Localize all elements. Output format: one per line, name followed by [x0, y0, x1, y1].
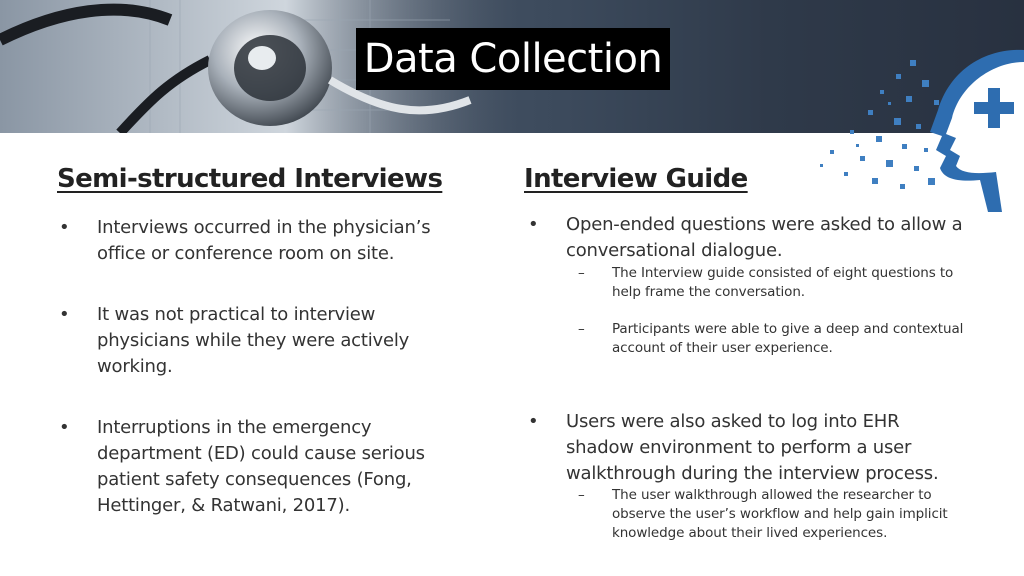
dash-icon: –	[578, 265, 585, 281]
text-line: conversational dialogue.	[566, 240, 783, 261]
text-line: working.	[97, 356, 173, 377]
right-bullet-2	[528, 409, 939, 487]
bullet-icon: •	[528, 214, 539, 235]
text-line: knowledge about their lived experiences.	[612, 525, 888, 541]
text-line: Hettinger, & Ratwani, 2017).	[97, 495, 350, 516]
text-line: office or conference room on site.	[97, 243, 395, 264]
text-line: Participants were able to give a deep and contextual	[612, 321, 964, 337]
title-box	[356, 28, 670, 90]
left-bullet-1	[59, 215, 431, 267]
slide-title: Data Collection	[363, 36, 663, 82]
text-line: shadow environment to perform a user	[566, 437, 912, 458]
bullet-icon: •	[59, 417, 70, 438]
text-line: walkthrough during the interview process.	[566, 463, 939, 484]
dash-icon: –	[578, 487, 585, 503]
text-line: account of their user experience.	[612, 340, 833, 356]
text-line: observe the user’s workflow and help gain implicit	[612, 506, 948, 522]
text-line: department (ED) could cause serious	[97, 443, 425, 464]
bullet-icon: •	[59, 217, 70, 238]
right-sub-bullet-2	[578, 320, 964, 358]
right-sub-bullet-3	[578, 486, 948, 543]
bullet-icon: •	[528, 411, 539, 432]
left-bullet-2	[59, 302, 410, 380]
text-line: The Interview guide consisted of eight questions to	[612, 265, 954, 281]
text-line: help frame the conversation.	[612, 284, 805, 300]
text-line: The user walkthrough allowed the researcher to	[612, 487, 932, 503]
text-line: Interviews occurred in the physician’s	[97, 217, 431, 238]
text-line: Users were also asked to log into EHR	[566, 411, 900, 432]
left-heading: Semi-structured Interviews	[57, 164, 443, 194]
text-line: patient safety consequences (Fong,	[97, 469, 412, 490]
right-bullet-1	[528, 212, 963, 264]
text-line: It was not practical to interview	[97, 304, 376, 325]
text-line: physicians while they were actively	[97, 330, 410, 351]
dash-icon: –	[578, 321, 585, 337]
right-sub-bullet-1	[578, 264, 954, 302]
right-heading: Interview Guide	[524, 164, 748, 194]
text-line: Open-ended questions were asked to allow a	[566, 214, 963, 235]
bullet-icon: •	[59, 304, 70, 325]
digital-head-medical-cross-icon	[810, 40, 1024, 212]
text-line: Interruptions in the emergency	[97, 417, 372, 438]
left-bullet-3	[59, 415, 425, 519]
